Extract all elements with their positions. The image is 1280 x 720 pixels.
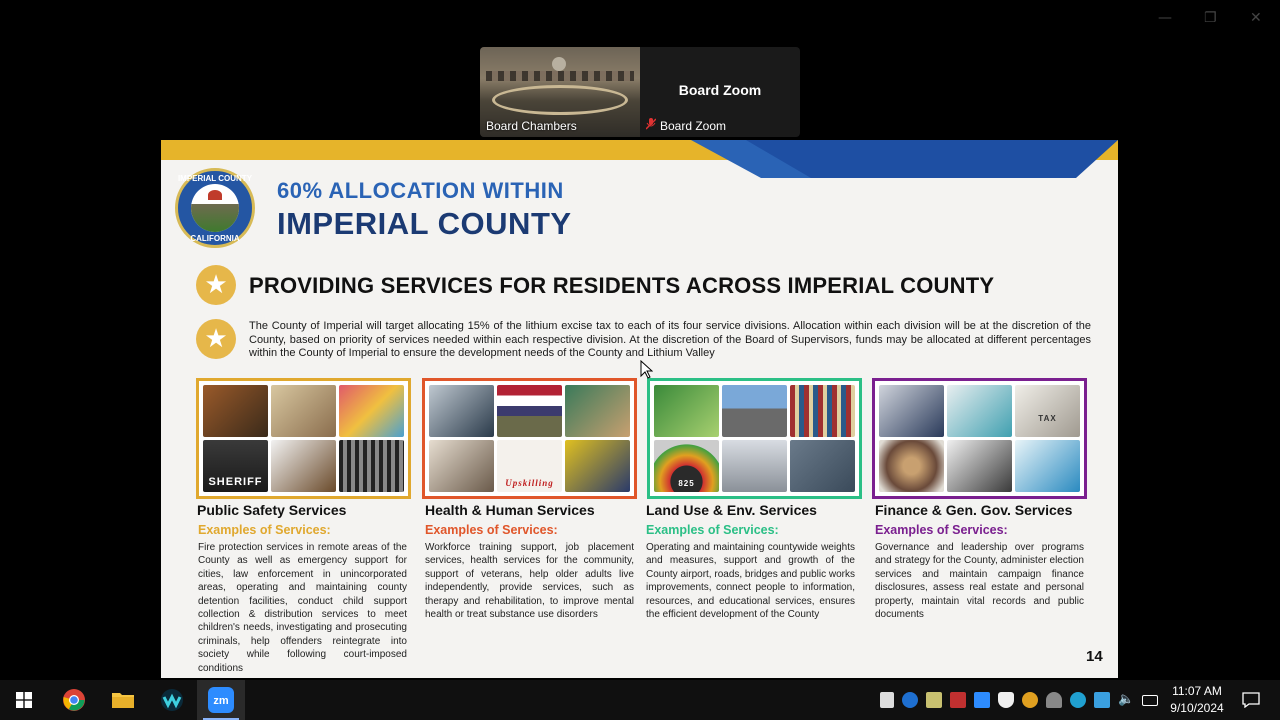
presentation-slide — [161, 140, 1118, 678]
webex-taskbar-button[interactable] — [148, 680, 196, 720]
gavel-photo — [271, 440, 336, 492]
firefighter-photo — [203, 385, 268, 437]
maximize-button[interactable]: ❐ — [1204, 10, 1217, 26]
windows-logo-icon — [16, 692, 32, 708]
video-seal — [552, 57, 566, 71]
close-button[interactable]: ✕ — [1250, 10, 1262, 26]
windows-start-button[interactable] — [0, 680, 48, 720]
seal-inner — [191, 184, 239, 232]
zoom-icon — [208, 687, 234, 713]
browser-tray-icon[interactable] — [1070, 692, 1086, 708]
card-examples-label: Examples of Services: — [425, 523, 558, 537]
seal-text-top: IMPERIAL COUNTY — [177, 174, 253, 183]
card-examples-label: Examples of Services: — [646, 523, 779, 537]
jail-bars-photo — [339, 440, 404, 492]
participant-label-board-zoom — [646, 118, 726, 133]
video-people — [486, 71, 634, 81]
participant-label: Board Chambers — [486, 119, 577, 133]
folder-icon — [111, 690, 135, 710]
network-icon[interactable] — [1142, 695, 1158, 706]
child-support-photo — [271, 385, 336, 437]
mouse-cursor-icon — [640, 360, 653, 379]
clock-date: 9/10/2024 — [1170, 701, 1224, 715]
card-title: Finance & Gen. Gov. Services — [875, 502, 1073, 518]
calculator-photo — [947, 385, 1012, 437]
chrome-icon — [62, 688, 86, 712]
finance-chart-photo — [1015, 440, 1080, 492]
blood-pressure-photo — [429, 385, 494, 437]
notification-icon — [1242, 692, 1260, 708]
display-tray-icon[interactable] — [1094, 692, 1110, 708]
gauge-caption: 825 — [678, 479, 695, 488]
webex-tray-icon[interactable] — [902, 692, 918, 708]
slide-title-line1: 60% ALLOCATION WITHIN — [277, 178, 564, 203]
card-body: Fire protection services in remote areas of the County as well as emergency support for cities, law enforcement in unincorporated areas, operating and maintaining county detention facilities, conduct child support collection & distribution services to meet children's needs, investigating and prosecuting criminals, help offenders reintegrate into society while following court-imposed conditions — [198, 542, 407, 674]
tax-magnifier-photo — [1015, 385, 1080, 437]
slide-band-blue — [691, 140, 1118, 178]
minimize-button[interactable]: — — [1158, 10, 1172, 26]
slide-title-line2: IMPERIAL COUNTY — [277, 206, 572, 241]
app-tray-icon[interactable] — [926, 692, 942, 708]
participant-display-name: Board Zoom — [678, 82, 762, 98]
tax-caption: TAX — [1038, 414, 1057, 423]
star-icon: ★ — [196, 319, 236, 359]
webex-icon — [160, 688, 184, 712]
card-body: Operating and maintaining countywide weights and measures, support and growth of the County airport, roads, bridges and public works improvements, connect people to information, resources, and educational services, ensures the efficient development of the County — [646, 542, 855, 621]
security-tray-icon[interactable] — [950, 692, 966, 708]
vote-photo — [879, 385, 944, 437]
community-photo — [565, 385, 630, 437]
library-books-photo — [790, 385, 855, 437]
clock-time: 11:07 AM — [1172, 684, 1222, 698]
children-photo — [339, 385, 404, 437]
video-desk — [492, 85, 628, 115]
shield-tray-icon[interactable] — [998, 692, 1014, 708]
slide-heading: PROVIDING SERVICES FOR RESIDENTS ACROSS IMPERIAL COUNTY — [249, 273, 995, 298]
taskbar — [0, 680, 1280, 720]
card-title: Land Use & Env. Services — [646, 502, 817, 518]
speaker-icon[interactable]: 🔈 — [1118, 692, 1135, 707]
participant-label: Board Zoom — [660, 118, 727, 133]
health-human-photo-collage — [422, 378, 637, 499]
card-body: Workforce training support, job placement services, health services for the community, support of veterans, help older adults live independently, provide services, such as therapy and rehabilitation, to improve mental health or treat substance use disorders — [425, 542, 634, 621]
records-photo — [947, 440, 1012, 492]
card-examples-label: Examples of Services: — [875, 523, 1008, 537]
road-photo — [722, 385, 787, 437]
notifications-button[interactable] — [1236, 680, 1266, 720]
veteran-flag-photo — [497, 385, 562, 437]
card-examples-label: Examples of Services: — [198, 523, 331, 537]
slide-intro-paragraph: The County of Imperial will target allocating 15% of the lithium excise tax to each of its four service divisions. Allocation within each division will be at the discretion of the County, based on priority of services needed within each respective division. At the discretion of the Board of Supervisors, funds may be allocated at different percentages within the County of Imperial to ensure the development needs of the County and Lithium Valley — [249, 320, 1091, 359]
seal-mountain — [191, 204, 239, 232]
file-explorer-taskbar-button[interactable] — [99, 680, 147, 720]
public-safety-photo-collage — [196, 378, 411, 499]
credit-gauge-photo — [654, 440, 719, 492]
audio-levels-icon[interactable] — [880, 692, 894, 708]
seal-sun — [208, 190, 222, 200]
upskilling-photo — [497, 440, 562, 492]
taskbar-clock[interactable] — [1160, 683, 1234, 717]
chrome-taskbar-button[interactable] — [50, 680, 98, 720]
land-use-photo-collage — [647, 378, 862, 499]
slide-page-number: 14 — [1086, 648, 1103, 665]
svg-text:zm: zm — [213, 695, 229, 707]
participant-video-board-chambers[interactable] — [480, 47, 640, 137]
star-icon: ★ — [196, 265, 236, 305]
agriculture-phone-photo — [654, 385, 719, 437]
elder-care-photo — [429, 440, 494, 492]
airplane-photo — [722, 440, 787, 492]
imperial-county-seal-logo — [175, 168, 255, 248]
seal-text-bottom: CALIFORNIA — [190, 234, 240, 243]
zoom-tray-icon[interactable] — [974, 692, 990, 708]
network-drive-tray-icon[interactable] — [1022, 692, 1038, 708]
finance-photo-collage — [872, 378, 1087, 499]
sheriff-photo — [203, 440, 268, 492]
card-title: Public Safety Services — [197, 502, 347, 518]
mic-muted-icon — [646, 118, 656, 133]
onedrive-icon[interactable] — [1046, 692, 1062, 708]
upskilling-caption: Upskilling — [505, 478, 554, 488]
zoom-taskbar-button[interactable] — [197, 680, 245, 720]
sheriff-caption: SHERIFF — [208, 476, 263, 488]
teamwork-hands-photo — [879, 440, 944, 492]
card-body: Governance and leadership over programs and strategy for the County, administer election services and maintain campaign finance disclosures, assess real estate and personal property, maintain vital records and public documents — [875, 542, 1084, 621]
card-title: Health & Human Services — [425, 502, 595, 518]
public-works-photo — [790, 440, 855, 492]
system-tray — [876, 680, 1162, 720]
workers-photo — [565, 440, 630, 492]
participant-strip — [480, 47, 800, 137]
